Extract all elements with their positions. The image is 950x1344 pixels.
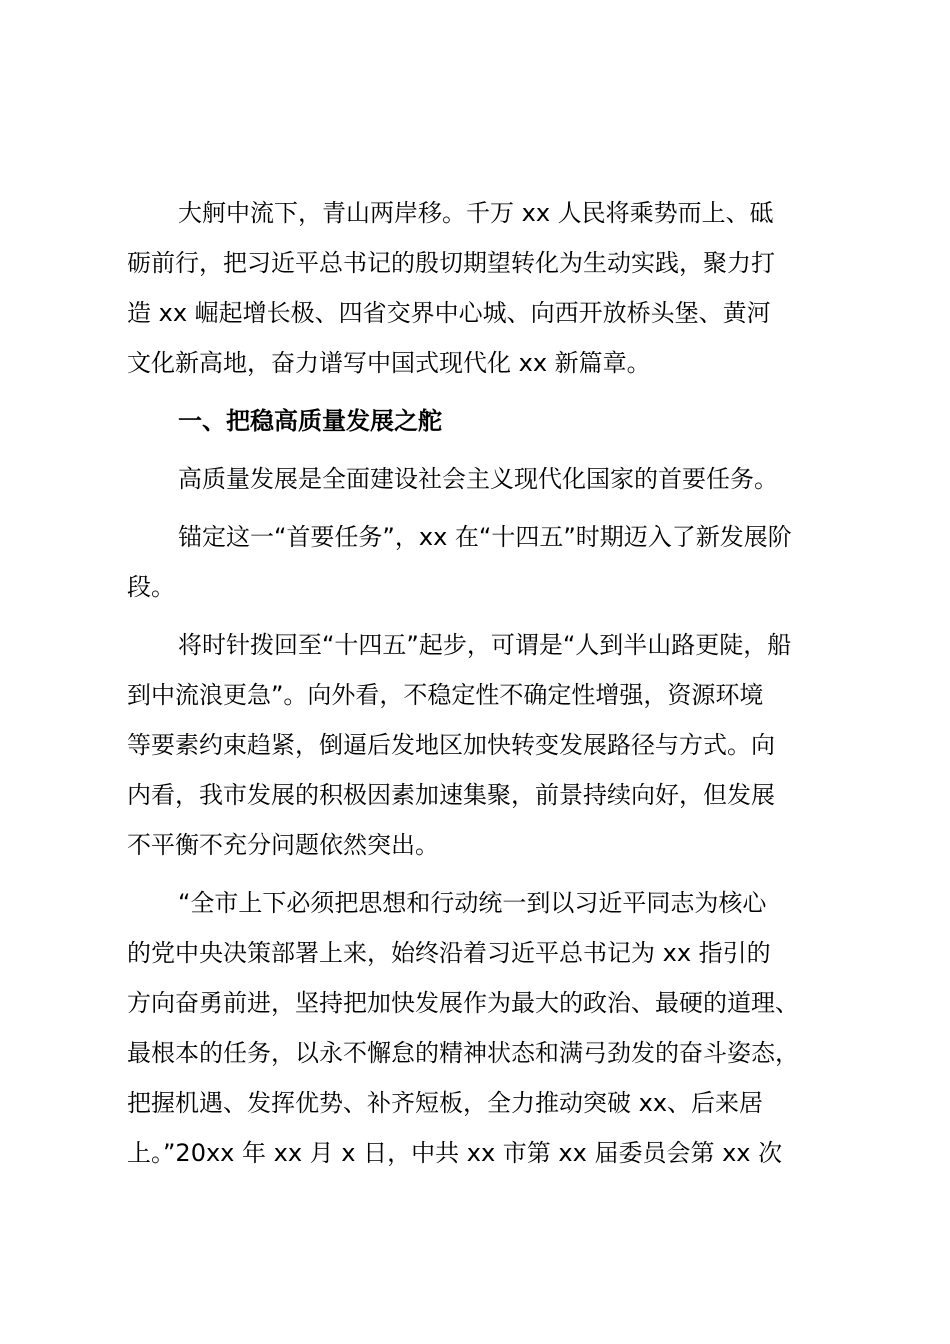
paragraph-5-line-6: 上。”20xx 年 xx 月 x 日，中共 xx 市第 xx 届委员会第 xx 次	[127, 1139, 783, 1167]
paragraph-4-line-3: 等要素约束趋紧，倒逼后发地区加快转变发展路径与方式。向	[127, 731, 775, 759]
paragraph-1-line-1: 大舸中流下，青山两岸移。千万 xx 人民将乘势而上、砥	[178, 199, 774, 227]
paragraph-4-line-4: 内看，我市发展的积极因素加速集聚，前景持续向好，但发展	[127, 781, 775, 809]
paragraph-1-line-2: 砺前行，把习近平总书记的殷切期望转化为生动实践，聚力打	[127, 249, 775, 277]
paragraph-4-line-2: 到中流浪更急”。向外看，不稳定性不确定性增强，资源环境	[127, 681, 764, 709]
paragraph-5-line-1: “全市上下必须把思想和行动统一到以习近平同志为核心	[178, 889, 767, 917]
paragraph-1-line-4: 文化新高地，奋力谱写中国式现代化 xx 新篇章。	[127, 349, 651, 377]
paragraph-3-line-2: 段。	[127, 573, 175, 601]
paragraph-5-line-2: 的党中央决策部署上来，始终沿着习近平总书记为 xx 指引的	[127, 939, 771, 967]
paragraph-5-line-3: 方向奋勇前进，坚持把加快发展作为最大的政治、最硬的道理、	[127, 989, 799, 1017]
paragraph-5-line-5: 把握机遇、发挥优势、补齐短板，全力推动突破 xx、后来居	[127, 1089, 764, 1117]
paragraph-4-line-5: 不平衡不充分问题依然突出。	[127, 831, 439, 859]
paragraph-3-line-1: 锚定这一“首要任务”，xx 在“十四五”时期迈入了新发展阶	[178, 523, 792, 551]
paragraph-4-line-1: 将时针拨回至“十四五”起步，可谓是“人到半山路更陡，船	[178, 631, 792, 659]
paragraph-2-line-1: 高质量发展是全面建设社会主义现代化国家的首要任务。	[178, 465, 778, 493]
paragraph-1-line-3: 造 xx 崛起增长极、四省交界中心城、向西开放桥头堡、黄河	[127, 299, 771, 327]
section-heading: 一、把稳高质量发展之舵	[178, 407, 442, 435]
paragraph-5-line-4: 最根本的任务，以永不懈怠的精神状态和满弓劲发的奋斗姿态，	[127, 1039, 799, 1067]
